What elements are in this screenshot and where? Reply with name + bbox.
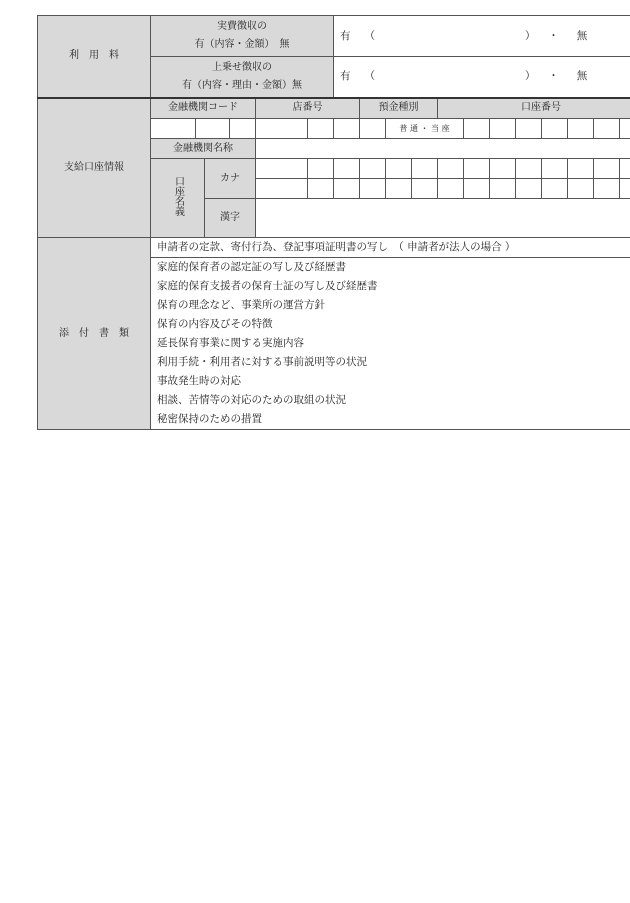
extra-fee-label [151,57,334,98]
account-number-header: 口座番号 [438,98,630,119]
attachment-item: 秘密保持のための措置 [151,410,630,430]
kana-box-25[interactable] [542,179,568,199]
extra-fee-none: 無 [576,70,588,83]
deposit-type-options[interactable]: 普 通 ・ 当 座 [386,119,464,139]
account-holder-label [151,159,205,238]
kana-box-16[interactable] [308,179,334,199]
kana-box-11[interactable] [542,159,568,179]
kana-box-12[interactable] [568,159,594,179]
extra-fee-title: 上乗せ徴収の [212,61,272,73]
kana-box-28[interactable] [620,179,630,199]
kana-box-19[interactable] [386,179,412,199]
bank-name-label: 金融機関名称 [151,139,256,159]
account-number-digit-7[interactable] [620,119,630,139]
kana-box-15[interactable] [256,179,308,199]
bank-name-field[interactable] [256,139,630,159]
bank-code-header: 金融機関コード [151,98,256,119]
extra-fee-answer-field[interactable] [334,57,630,98]
actual-fee-answer-field[interactable] [334,16,630,57]
attachment-item: 家庭的保育者の認定証の写し及び経歴書 [151,258,630,278]
actual-fee-close-paren: ） [525,29,531,42]
kanji-name-field[interactable] [256,199,630,238]
attachment-item: 保育の内容及びその特徴 [151,315,630,334]
kana-box-18[interactable] [360,179,386,199]
branch-number-digit-1[interactable] [308,119,334,139]
attachment-item: 利用手続・利用者に対する事前説明等の状況 [151,353,630,372]
kana-label: カナ [205,159,256,199]
extra-fee-yes: 有 [340,70,351,83]
attachments-label: 添 付 書 類 [38,238,151,430]
bank-code-digit-2[interactable] [196,119,230,139]
bank-code-digit-4[interactable] [256,119,308,139]
kana-box-6[interactable] [412,159,438,179]
attachment-item: 事故発生時の対応 [151,372,630,391]
actual-fee-label [151,16,334,57]
actual-fee-title: 実費徴収の [217,21,267,32]
account-number-digit-6[interactable] [594,119,620,139]
branch-number-header: 店番号 [256,98,360,119]
extra-fee-open-paren: （ [364,70,375,83]
branch-number-digit-3[interactable] [360,119,386,139]
kanji-label: 漢字 [205,199,256,238]
kana-box-17[interactable] [334,179,360,199]
kana-box-14[interactable] [620,159,630,179]
kana-box-5[interactable] [386,159,412,179]
account-number-digit-3[interactable] [516,119,542,139]
attachment-item: 申請者の定款、寄付行為、登記事項証明書の写し （ 申請者が法人の場合 ） [151,238,630,258]
account-number-digit-4[interactable] [542,119,568,139]
kana-box-8[interactable] [464,159,490,179]
account-label: 支給口座情報 [38,98,151,238]
deposit-type-header: 預金種別 [360,98,438,119]
kana-box-22[interactable] [464,179,490,199]
attachment-item: 保育の理念など、事業所の運営方針 [151,296,630,315]
fees-label: 利 用 料 [38,16,151,98]
kana-box-27[interactable] [594,179,620,199]
bank-code-digit-3[interactable] [230,119,256,139]
account-number-digit-1[interactable] [464,119,490,139]
kana-box-1[interactable] [256,159,308,179]
application-form-sheet [37,15,593,430]
extra-fee-dot: ・ [548,70,559,83]
attachment-item: 相談、苦情等の対応のための取組の状況 [151,391,630,410]
attachment-item: 延長保育事業に関する実施内容 [151,334,630,353]
account-number-digit-2[interactable] [490,119,516,139]
account-number-digit-5[interactable] [568,119,594,139]
kana-box-7[interactable] [438,159,464,179]
extra-fee-sub: 有（内容・理由・金額）無 [182,79,302,91]
kana-box-4[interactable] [360,159,386,179]
kana-box-21[interactable] [438,179,464,199]
actual-fee-dot: ・ [548,29,559,42]
kana-box-13[interactable] [594,159,620,179]
actual-fee-open-paren: （ [364,29,375,42]
actual-fee-sub: 有（内容・金額） 無 [194,39,290,50]
actual-fee-none: 無 [576,29,588,42]
kana-box-10[interactable] [516,159,542,179]
account-holder-label-text: 口座名義 [172,176,184,216]
attachment-item: 家庭的保育支援者の保育士証の写し及び経歴書 [151,277,630,296]
kana-box-23[interactable] [490,179,516,199]
kana-box-9[interactable] [490,159,516,179]
actual-fee-yes: 有 [340,29,351,42]
kana-box-26[interactable] [568,179,594,199]
kana-box-20[interactable] [412,179,438,199]
form-table [37,15,630,430]
extra-fee-close-paren: ） [525,70,531,83]
kana-box-24[interactable] [516,179,542,199]
branch-number-digit-2[interactable] [334,119,360,139]
kana-box-2[interactable] [308,159,334,179]
bank-code-digit-1[interactable] [151,119,196,139]
kana-box-3[interactable] [334,159,360,179]
